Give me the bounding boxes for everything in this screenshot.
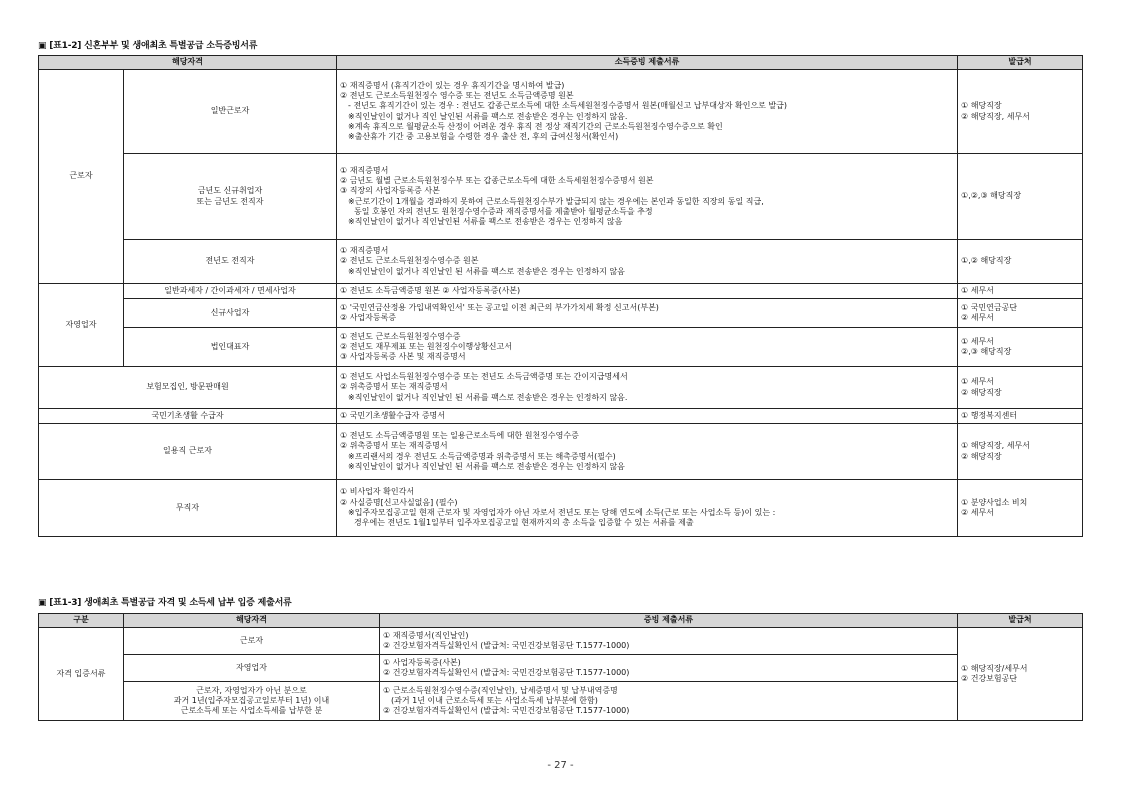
table-header-row: [39, 56, 1083, 70]
doc-line: ② 전년도 재무제표 또는 원천징수이행상황신고서: [340, 341, 512, 351]
issuer-cell: [958, 70, 1083, 154]
documents-cell: [337, 154, 958, 240]
doc-line: ① 전년도 소득금액증명 원본 ② 사업자등록증(사본): [340, 285, 521, 295]
qualification-cell: 보험모집인, 방문판매원: [39, 367, 337, 409]
doc-line: ※입주자모집공고일 현재 근로자 및 자영업자가 아닌 자로서 전년도 또는 당해 연도에 소득(근로 또는 사업소득 등)이 있는 :: [348, 508, 776, 517]
qualification-cell: 일반과세자 / 간이과세자 / 면세사업자: [124, 284, 337, 299]
issuer-line: ① 세무서: [961, 285, 994, 295]
doc-line: ① 재직증명서: [340, 246, 389, 256]
issuer-line: ① 해당직장/세무서: [961, 663, 1028, 673]
documents-cell: [380, 628, 958, 655]
group-label-self-employed: 자영업자: [39, 284, 124, 367]
doc-line: ② 사업자등록증: [340, 313, 397, 322]
table-row: [39, 154, 1083, 240]
qualification-cell: 법인대표자: [124, 328, 337, 367]
issuer-cell: [958, 628, 1083, 721]
documents-cell: [337, 299, 958, 328]
issuer-line: ② 해당직장: [961, 451, 1002, 461]
issuer-line: ② 건강보험공단: [961, 674, 1018, 683]
group-label-worker: 근로자: [39, 70, 124, 284]
doc-line: ① 재직증명서: [340, 165, 389, 175]
doc-line: 동일 호봉인 자의 전년도 원천징수영수증과 재직증명서를 제출받아 월평균소득을 추정: [354, 206, 653, 216]
qualification-cell: 무직자: [39, 480, 337, 537]
qualification-line: 근로자, 자영업자가 아닌 분으로: [196, 685, 307, 695]
doc-line: ※직인날인이 없거나 직인날인된 서류를 팩스로 전송받은 경우는 인정하지 않음: [348, 217, 623, 227]
doc-line: ② 금년도 월별 근로소득원천징수부 또는 갑종근로소득에 대한 소득세원천징수증명서 원본: [340, 175, 654, 185]
table-row: [39, 328, 1083, 367]
issuer-line: ② 세무서: [961, 508, 994, 517]
doc-line: ② 전년도 근로소득원천징수 영수증 또는 전년도 소득금액증명 원본: [340, 90, 574, 100]
table-row: [39, 240, 1083, 284]
documents-cell: [337, 328, 958, 367]
doc-line: ② 사실증명[신고사실없음] (필수): [340, 497, 458, 507]
documents-cell: [337, 367, 958, 409]
doc-line: ③ 직장의 사업자등록증 사본: [340, 186, 440, 196]
documents-cell: [337, 284, 958, 299]
table2-title: ▣ [표1-3] 생애최초 특별공급 자격 및 소득세 납부 입증 제출서류: [38, 598, 292, 608]
issuer-cell: [958, 328, 1083, 367]
column-header: 소득증빙 제출서류: [337, 56, 958, 70]
table-row: [39, 628, 1083, 655]
table1-title: ▣ [표1-2] 신혼부부 및 생애최초 특별공급 소득증빙서류: [38, 41, 258, 51]
issuer-cell: [958, 424, 1083, 480]
documents-cell: [337, 409, 958, 424]
table-row: [39, 70, 1083, 154]
income-proof-table: [38, 55, 1083, 537]
doc-line: ※계속 휴직으로 월평균소득 산정이 어려운 경우 휴직 전 정상 재직기간의 근로소득원천징수영수증으로 확인: [348, 121, 723, 131]
table-row: [39, 655, 1083, 682]
qualification-cell: 전년도 전직자: [124, 240, 337, 284]
doc-line: ※근로기간이 1개월을 경과하지 못하여 근로소득원천징수부가 발급되지 않는 경우에는 본인과 동일한 직장의 동일 직급,: [348, 196, 764, 206]
issuer-line: ② 세무서: [961, 313, 994, 322]
qualification-cell: [124, 655, 380, 682]
qualification-cell: [124, 154, 337, 240]
issuer-line: ① 행정복지센터: [961, 410, 1018, 420]
doc-line: ※직인날인이 없거나 직인날인 된 서류를 팩스로 전송받은 경우는 인정하지 않음: [348, 266, 625, 276]
qualification-cell: 국민기초생활 수급자: [39, 409, 337, 424]
issuer-cell: [958, 240, 1083, 284]
doc-line: ① 전년도 근로소득원천징수영수증: [340, 331, 461, 341]
doc-line: 경우에는 전년도 1월1일부터 입주자모집공고일 현재까지의 총 소득을 입증할 수 있는 서류를 제출: [354, 518, 694, 528]
category-cell: 자격 입증서류: [39, 628, 124, 721]
issuer-cell: [958, 480, 1083, 537]
issuer-line: ①,②,③ 해당직장: [961, 191, 1022, 201]
issuer-line: ① 해당직장, 세무서: [961, 441, 1030, 451]
issuer-line: ① 세무서: [961, 377, 994, 387]
doc-line: ① 재직증명서 (휴직기간이 있는 경우 휴직기간을 명시하여 발급): [340, 80, 565, 90]
doc-line: ① 국민기초생활수급자 증명서: [340, 410, 446, 420]
doc-line: ② 건강보험자격득실확인서 (발급처: 국민건강보험공단 T.1577-1000): [383, 641, 630, 650]
issuer-line: ① 해당직장: [961, 101, 1002, 111]
page-number: - 27 -: [547, 760, 574, 771]
doc-line: ② 전년도 근로소득원천징수영수증 원본: [340, 256, 479, 266]
column-header: 구분: [39, 614, 124, 628]
documents-cell: [337, 424, 958, 480]
table-header-row: [39, 614, 1083, 628]
qualification-cell: 신규사업자: [124, 299, 337, 328]
qualification-line: 근로소득세 또는 사업소득세를 납부한 분: [180, 706, 323, 716]
documents-cell: [337, 480, 958, 537]
doc-line: ※직인날인이 없거나 직인날인 된 서류를 팩스로 전송받은 경우는 인정하지 않음: [348, 461, 625, 471]
issuer-line: ① 세무서: [961, 336, 994, 346]
qualification-line: 또는 금년도 전직자: [196, 196, 264, 206]
qualification-line: 자영업자: [236, 662, 267, 672]
issuer-cell: [958, 367, 1083, 409]
doc-line: ① 근로소득원천징수영수증(직인날인), 납세증명서 및 납부내역증명: [383, 685, 618, 695]
qualification-cell: [124, 682, 380, 721]
doc-line: ① 전년도 소득금액증명원 또는 일용근로소득에 대한 원천징수영수증: [340, 430, 579, 440]
qualification-cell: 일반근로자: [124, 70, 337, 154]
doc-line: ② 건강보험자격득실확인서 (발급처: 국민건강보험공단 T.1577-1000): [383, 668, 630, 677]
issuer-line: ②,③ 해당직장: [961, 347, 1012, 356]
doc-line: ① '국민연금산정용 가입내역확인서' 또는 공고일 이전 최근의 부가가치세 확정 신고서(부본): [340, 302, 659, 312]
documents-cell: [337, 70, 958, 154]
issuer-line: ① 분양사업소 비치: [961, 497, 1028, 507]
doc-line: (과거 1년 이내 근로소득세 또는 사업소득세 납부분에 한함): [391, 695, 598, 705]
doc-line: - 전년도 휴직기간이 있는 경우 : 전년도 갑종근로소득에 대한 소득세원천징수증명서 원본(매월신고 납부대상자 확인으로 발급): [348, 101, 788, 111]
issuer-cell: [958, 154, 1083, 240]
qualification-line: 근로자: [239, 635, 264, 645]
column-header: 발급처: [958, 614, 1083, 628]
table-row: [39, 367, 1083, 409]
issuer-cell: [958, 409, 1083, 424]
documents-cell: [380, 655, 958, 682]
doc-line: ① 사업자등록증(사본): [383, 657, 461, 667]
doc-line: ※직인날인이 없거나 직인 날인된 서류를 팩스로 전송받은 경우는 인정하지 않음.: [348, 111, 628, 121]
doc-line: ① 전년도 사업소득원천징수영수증 또는 전년도 소득금액증명 또는 간이지급명세서: [340, 372, 628, 382]
documents-cell: [337, 240, 958, 284]
documents-cell: [380, 682, 958, 721]
table-row: [39, 284, 1083, 299]
issuer-line: ① 국민연금공단: [961, 302, 1018, 312]
table-row: [39, 299, 1083, 328]
issuer-cell: [958, 284, 1083, 299]
issuer-line: ①,② 해당직장: [961, 256, 1012, 266]
column-header: 증빙 제출서류: [380, 614, 958, 628]
qualification-proof-table: [38, 613, 1083, 721]
doc-line: ② 위촉증명서 또는 재직증명서: [340, 441, 448, 451]
doc-line: ※직인날인이 없거나 직인날인 된 서류를 팩스로 전송받은 경우는 인정하지 않음.: [348, 392, 628, 402]
doc-line: ※프리랜서의 경우 전년도 소득금액증명과 위촉증명서 또는 해촉증명서(필수): [348, 451, 616, 461]
column-header: 해당자격: [124, 614, 380, 628]
qualification-line: 과거 1년(입주자모집공고일로부터 1년) 이내: [173, 695, 330, 705]
doc-line: ② 건강보험자격득실확인서 (발급처: 국민건강보험공단 T.1577-1000): [383, 706, 630, 716]
column-header: 발급처: [958, 56, 1083, 70]
doc-line: ③ 사업자등록증 사본 및 재직증명서: [340, 352, 466, 362]
issuer-cell: [958, 299, 1083, 328]
qualification-line: 금년도 신규취업자: [197, 186, 263, 196]
doc-line: ① 비사업자 확인각서: [340, 487, 415, 497]
table-row: [39, 682, 1083, 721]
table-row: [39, 424, 1083, 480]
issuer-line: ② 해당직장, 세무서: [961, 111, 1030, 121]
qualification-cell: 일용직 근로자: [39, 424, 337, 480]
table-row: [39, 409, 1083, 424]
doc-line: ① 재직증명서(직인날인): [383, 630, 469, 640]
column-header: 해당자격: [39, 56, 337, 70]
doc-line: ※출산휴가 기간 중 고용보험을 수령한 경우 출산 전, 후의 급여신청서(확인서): [348, 132, 619, 142]
table-row: [39, 480, 1083, 537]
qualification-cell: [124, 628, 380, 655]
issuer-line: ② 해당직장: [961, 387, 1002, 397]
doc-line: ② 위촉증명서 또는 재직증명서: [340, 382, 448, 392]
